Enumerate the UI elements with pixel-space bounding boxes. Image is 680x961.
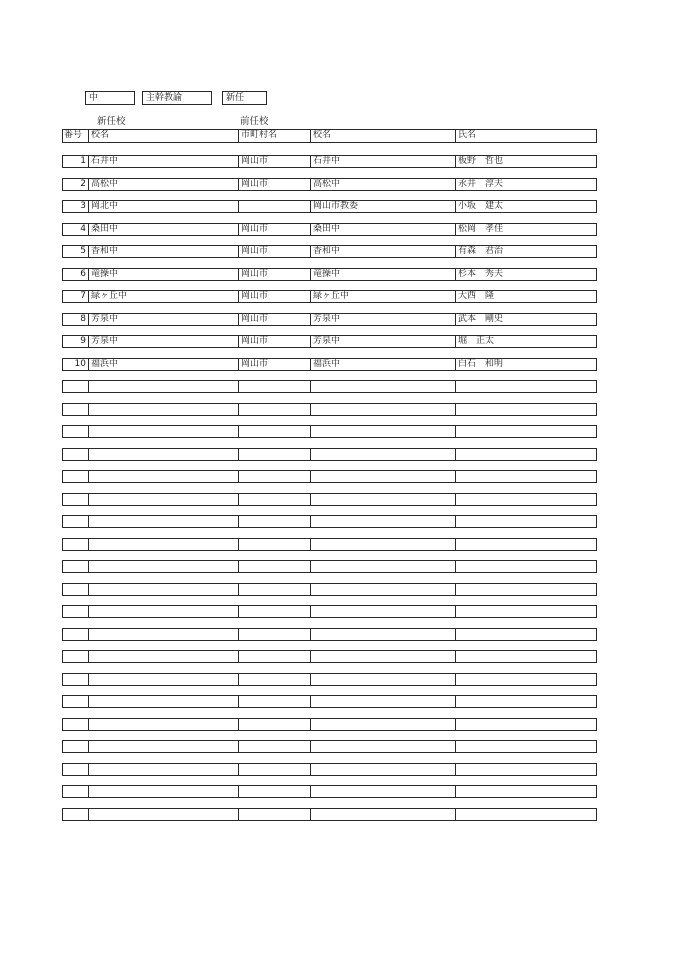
- table-row: [62, 178, 597, 191]
- cell-prev-school: [311, 494, 456, 505]
- table-row: [62, 718, 597, 731]
- cell-prev-school: [311, 809, 456, 820]
- cell-new-school: [89, 426, 239, 437]
- cell-new-school: [89, 381, 239, 392]
- cell-number: [63, 719, 89, 730]
- cell-new-school: 芳泉中: [89, 336, 239, 347]
- cell-city: [239, 449, 311, 460]
- cell-name: 小坂 建太: [458, 201, 504, 211]
- cell-prev-school: [311, 449, 456, 460]
- cell-prev-school: [311, 404, 456, 415]
- cell-city: [239, 741, 311, 752]
- table-row: [62, 268, 597, 281]
- cell-name: 大西 隆: [458, 291, 495, 301]
- table-row: [62, 605, 597, 618]
- table-row: [62, 808, 597, 821]
- filter-box-school-level: 中: [85, 91, 135, 105]
- cell-new-school: [89, 764, 239, 775]
- cell-number: [63, 471, 89, 482]
- cell-new-school: 緑ヶ丘中: [89, 291, 239, 302]
- cell-new-school: [89, 471, 239, 482]
- cell-number: [63, 561, 89, 572]
- cell-number: [63, 786, 89, 797]
- table-row: [62, 380, 597, 393]
- cell-city: [239, 561, 311, 572]
- cell-new-school: 竜操中: [89, 269, 239, 280]
- cell-number: 7: [63, 291, 89, 302]
- table-row: [62, 358, 597, 371]
- cell-new-school: 桑田中: [89, 224, 239, 235]
- table-row: [62, 740, 597, 753]
- cell-number: [63, 606, 89, 617]
- cell-new-school: 石井中: [89, 156, 239, 167]
- cell-number: 8: [63, 314, 89, 325]
- cell-name: [456, 786, 596, 797]
- table-row: [62, 448, 597, 461]
- cell-city: [239, 539, 311, 550]
- cell-number: 4: [63, 224, 89, 235]
- cell-city: [239, 606, 311, 617]
- cell-number: 9: [63, 336, 89, 347]
- cell-number: 2: [63, 179, 89, 190]
- cell-prev-school: 芳泉中: [311, 336, 456, 347]
- group-label-previous-school: 前任校: [240, 116, 269, 127]
- cell-prev-school: 石井中: [311, 156, 456, 167]
- cell-name: 永井 淳夫: [458, 178, 504, 189]
- cell-new-school: [89, 584, 239, 595]
- cell-name: 有森 君治: [458, 246, 504, 256]
- cell-city: [239, 629, 311, 640]
- cell-name: [456, 764, 596, 775]
- cell-number: 1: [63, 156, 89, 167]
- cell-city: [239, 764, 311, 775]
- cell-new-school: [89, 651, 239, 662]
- cell-prev-school: 竜操中: [311, 269, 456, 280]
- cell-prev-school: 桑田中: [311, 224, 456, 235]
- cell-prev-school: [311, 786, 456, 797]
- cell-name: [456, 494, 596, 505]
- cell-new-school: [89, 539, 239, 550]
- cell-name: [456, 809, 596, 820]
- cell-new-school: 香和中: [89, 246, 239, 257]
- cell-city: 岡山市: [239, 156, 311, 167]
- cell-city: [239, 809, 311, 820]
- table-row: [62, 335, 597, 348]
- cell-prev-school: [311, 561, 456, 572]
- cell-prev-school: [311, 606, 456, 617]
- cell-name: 板野 哲也: [458, 156, 504, 166]
- cell-number: [63, 426, 89, 437]
- cell-city: [239, 786, 311, 797]
- header-cell-prev-school-name: 校名: [311, 130, 456, 142]
- cell-prev-school: [311, 674, 456, 685]
- cell-prev-school: [311, 741, 456, 752]
- cell-new-school: [89, 719, 239, 730]
- table-row: [62, 538, 597, 551]
- cell-city: 岡山市: [239, 179, 311, 190]
- cell-number: [63, 584, 89, 595]
- cell-number: [63, 629, 89, 640]
- cell-name: [456, 629, 596, 640]
- table-row: [62, 628, 597, 641]
- cell-new-school: [89, 404, 239, 415]
- cell-name: 武本 剛史: [458, 313, 504, 324]
- table-row: [62, 425, 597, 438]
- group-label-new-school: 新任校: [97, 116, 126, 127]
- cell-number: 5: [63, 246, 89, 257]
- cell-prev-school: 芳泉中: [311, 314, 456, 325]
- cell-number: [63, 764, 89, 775]
- cell-number: [63, 651, 89, 662]
- cell-name: [456, 584, 596, 595]
- table-row: [62, 673, 597, 686]
- filter-box-role: 主幹教諭: [142, 91, 212, 105]
- header-cell-number: 番号: [63, 130, 89, 142]
- cell-new-school: [89, 696, 239, 707]
- cell-new-school: 福浜中: [89, 359, 239, 370]
- cell-name: [456, 449, 596, 460]
- cell-name: 杉本 秀夫: [458, 268, 504, 279]
- cell-city: [239, 584, 311, 595]
- cell-city: [239, 674, 311, 685]
- table-row: [62, 245, 597, 258]
- cell-name: 白石 和明: [458, 358, 504, 369]
- table-row: [62, 313, 597, 326]
- cell-number: [63, 539, 89, 550]
- cell-prev-school: [311, 539, 456, 550]
- cell-new-school: [89, 809, 239, 820]
- cell-number: 10: [63, 359, 89, 370]
- cell-city: [239, 516, 311, 527]
- cell-prev-school: [311, 381, 456, 392]
- cell-prev-school: 緑ヶ丘中: [311, 291, 456, 302]
- cell-new-school: [89, 449, 239, 460]
- cell-city: [239, 426, 311, 437]
- table-header-row: [62, 129, 597, 143]
- header-cell-new-school-name: 校名: [89, 130, 239, 142]
- cell-city: 岡山市: [239, 291, 311, 302]
- cell-city: [239, 381, 311, 392]
- cell-city: [239, 201, 311, 212]
- cell-number: [63, 516, 89, 527]
- cell-name: [456, 719, 596, 730]
- cell-prev-school: [311, 719, 456, 730]
- cell-city: 岡山市: [239, 314, 311, 325]
- cell-city: 岡山市: [239, 269, 311, 280]
- table-row: [62, 763, 597, 776]
- header-cell-person-name: 氏名: [458, 130, 477, 140]
- cell-name: 堀 正太: [458, 336, 495, 346]
- table-row: [62, 785, 597, 798]
- cell-prev-school: [311, 629, 456, 640]
- header-cell-city-name: 市町村名: [239, 130, 311, 142]
- cell-new-school: [89, 606, 239, 617]
- cell-city: [239, 719, 311, 730]
- cell-prev-school: 福浜中: [311, 359, 456, 370]
- table-row: [62, 493, 597, 506]
- table-row: [62, 650, 597, 663]
- cell-city: 岡山市: [239, 359, 311, 370]
- cell-number: [63, 449, 89, 460]
- cell-prev-school: [311, 471, 456, 482]
- cell-number: [63, 674, 89, 685]
- table-row: [62, 200, 597, 213]
- cell-name: [456, 651, 596, 662]
- cell-number: 6: [63, 269, 89, 280]
- cell-name: [456, 561, 596, 572]
- cell-number: [63, 809, 89, 820]
- cell-name: [456, 471, 596, 482]
- cell-prev-school: [311, 426, 456, 437]
- cell-name: [456, 539, 596, 550]
- table-row: [62, 155, 597, 168]
- table-body: [62, 155, 597, 830]
- cell-name: [456, 426, 596, 437]
- cell-prev-school: 香和中: [311, 246, 456, 257]
- cell-city: [239, 494, 311, 505]
- cell-new-school: [89, 786, 239, 797]
- cell-number: [63, 696, 89, 707]
- cell-new-school: [89, 561, 239, 572]
- filter-box-appointment: 新任: [222, 91, 267, 105]
- cell-name: [456, 674, 596, 685]
- table-row: [62, 560, 597, 573]
- cell-name: [456, 381, 596, 392]
- cell-number: [63, 404, 89, 415]
- cell-name: [456, 516, 596, 527]
- cell-number: [63, 381, 89, 392]
- cell-prev-school: [311, 584, 456, 595]
- table-row: [62, 290, 597, 303]
- cell-number: [63, 494, 89, 505]
- cell-prev-school: [311, 696, 456, 707]
- cell-prev-school: 高松中: [311, 179, 456, 190]
- cell-new-school: [89, 674, 239, 685]
- cell-new-school: [89, 516, 239, 527]
- cell-city: [239, 471, 311, 482]
- cell-new-school: 高松中: [89, 179, 239, 190]
- cell-city: 岡山市: [239, 336, 311, 347]
- cell-name: 松岡 孝佳: [458, 223, 504, 234]
- cell-new-school: [89, 741, 239, 752]
- table-row: [62, 695, 597, 708]
- cell-prev-school: 岡山市教委: [311, 201, 456, 212]
- table-row: [62, 583, 597, 596]
- cell-prev-school: [311, 516, 456, 527]
- cell-name: [456, 404, 596, 415]
- cell-city: 岡山市: [239, 246, 311, 257]
- table-row: [62, 470, 597, 483]
- cell-city: [239, 696, 311, 707]
- cell-new-school: 岡北中: [89, 201, 239, 212]
- cell-new-school: [89, 629, 239, 640]
- table-row: [62, 223, 597, 236]
- cell-name: [456, 606, 596, 617]
- cell-city: [239, 404, 311, 415]
- cell-city: 岡山市: [239, 224, 311, 235]
- cell-number: [63, 741, 89, 752]
- table-row: [62, 403, 597, 416]
- table-row: [62, 515, 597, 528]
- cell-new-school: 芳泉中: [89, 314, 239, 325]
- cell-name: [456, 696, 596, 707]
- cell-prev-school: [311, 651, 456, 662]
- cell-new-school: [89, 494, 239, 505]
- cell-name: [456, 741, 596, 752]
- cell-city: [239, 651, 311, 662]
- cell-number: 3: [63, 201, 89, 212]
- cell-prev-school: [311, 764, 456, 775]
